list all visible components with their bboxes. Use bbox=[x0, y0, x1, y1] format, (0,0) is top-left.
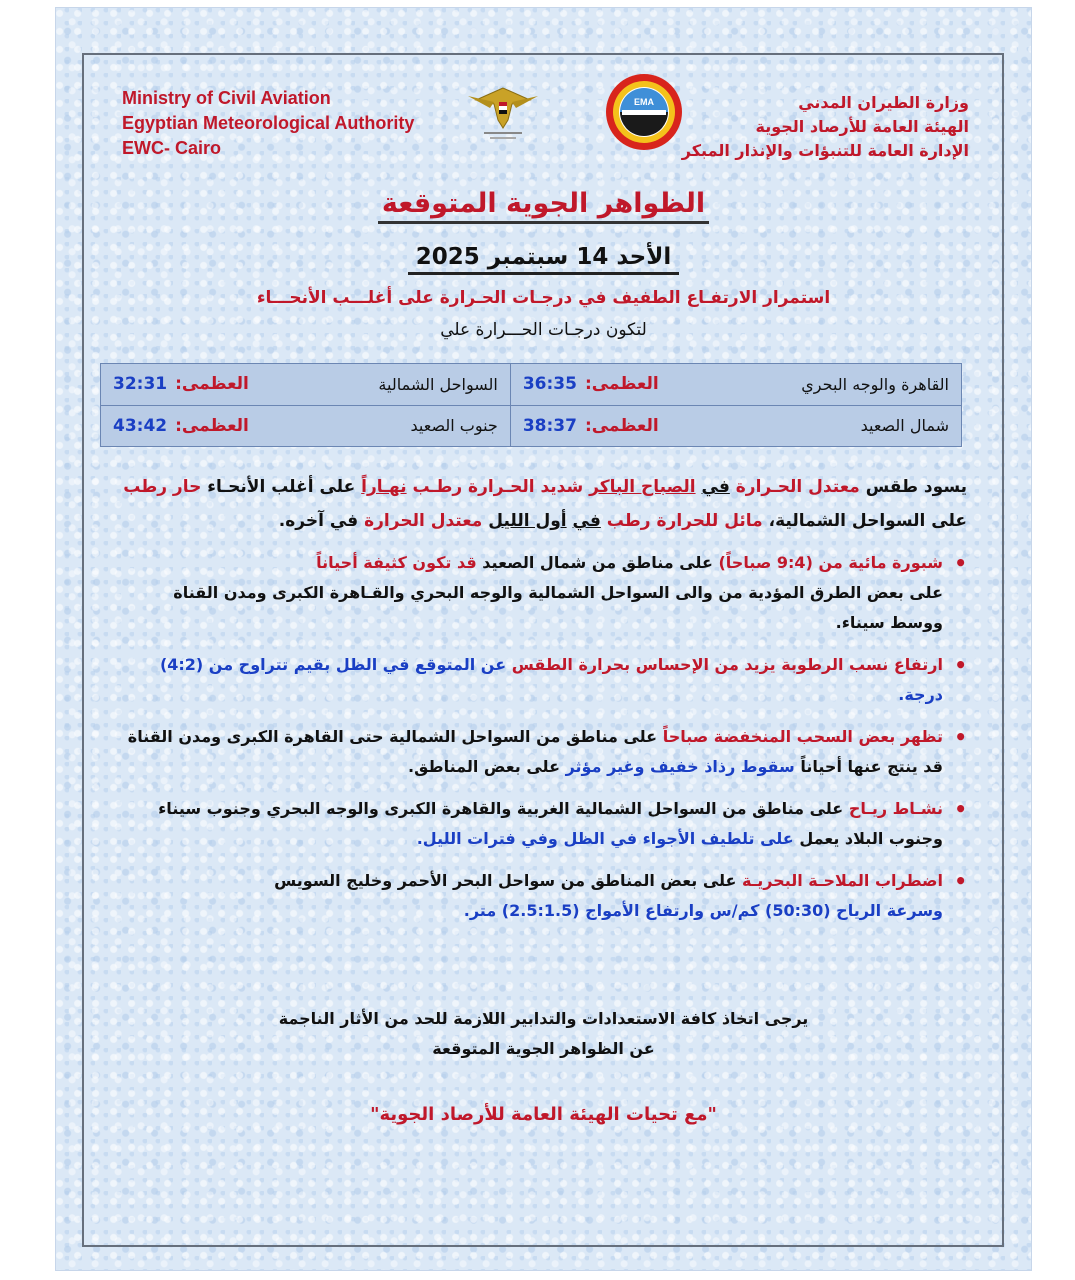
weather-phenomena-list bbox=[122, 548, 967, 938]
authority-name-ar: الهيئة العامة للأرصاد الجوية bbox=[755, 117, 969, 136]
summary-text: أول الليل bbox=[488, 511, 567, 531]
closing-advisory bbox=[56, 1004, 1031, 1064]
summary-text: على أغلب الأنحـاء bbox=[207, 477, 356, 497]
temperature-table bbox=[100, 363, 962, 447]
list-item-low-clouds: • تظهر بعض السحب المنخفضة صباحاً على مناطق من السواحل الشمالية حتى القاهرة الكبرى ومدن القناة قد ينتج عنها أحياناً سقوط رذاذ خفيف وغير مؤثر على بعض المناطق. bbox=[122, 722, 967, 782]
max-temp-value: 36:35 bbox=[522, 374, 577, 395]
bulletin-date: الأحد 14 سبتمبر 2025 bbox=[56, 244, 1031, 270]
summary-highlight: معتدل الحـرارة bbox=[735, 477, 860, 497]
closing-line: عن الظواهر الجوية المتوقعة bbox=[432, 1039, 655, 1058]
max-temp-value: 43:42 bbox=[113, 415, 168, 436]
max-label: العظمى: bbox=[175, 374, 249, 395]
civil-aviation-eagle-logo bbox=[464, 80, 542, 144]
region-name: جنوب الصعيد bbox=[410, 416, 498, 436]
weather-summary-paragraph bbox=[122, 470, 967, 538]
summary-text: في آخره. bbox=[278, 511, 359, 531]
summary-text: في bbox=[572, 511, 601, 531]
summary-highlight: معتدل الحرارة bbox=[364, 511, 483, 531]
summary-highlight: الصباح الباكر bbox=[589, 477, 696, 497]
region-name: شمال الصعيد bbox=[860, 416, 949, 436]
center-name-en: EWC- Cairo bbox=[122, 138, 221, 158]
max-temp-value: 32:31 bbox=[113, 374, 168, 395]
summary-highlight: شديد الحـرارة رطـب bbox=[412, 477, 584, 497]
max-label: العظمى: bbox=[175, 415, 249, 436]
signature-line: "مع تحيات الهيئة العامة للأرصاد الجوية" bbox=[370, 1104, 717, 1125]
header-arabic bbox=[629, 91, 969, 163]
authority-name-en: Egyptian Meteorological Authority bbox=[122, 113, 415, 133]
bulletin-title: الظواهر الجوية المتوقعة bbox=[56, 188, 1031, 219]
max-label: العظمى: bbox=[584, 415, 659, 436]
header-english bbox=[122, 86, 502, 161]
list-item-fog: • شبورة مائية من (9:4 صباحاً) على مناطق من شمال الصعيد قد تكون كثيفة أحياناً على بعض الطرق المؤدية من والى السواحل الشمالية والوجه البحري والقـاهرة الكبرى ومدن القناة ووسط سيناء. bbox=[122, 548, 967, 638]
temp-cell-south-upper-egypt bbox=[101, 405, 511, 447]
forecast-subheadline: لتكون درجـات الحـــرارة علي bbox=[440, 320, 647, 340]
list-item-winds: • نشـاط ريـاح على مناطق من السواحل الشمالية الغربية والقاهرة الكبرى والوجه البحري وجنوب سيناء وجنوب البلاد يعمل على تلطيف الأجواء في الظل وفي فترات الليل. bbox=[122, 794, 967, 854]
ministry-name-en: Ministry of Civil Aviation bbox=[122, 88, 331, 108]
max-temp-value: 38:37 bbox=[522, 415, 577, 436]
summary-highlight: حار رطب bbox=[123, 477, 202, 497]
region-name: السواحل الشمالية bbox=[378, 374, 498, 394]
summary-highlight: مائل للحرارة رطب bbox=[606, 511, 763, 531]
region-name: القاهرة والوجه البحري bbox=[801, 374, 949, 394]
bulletin-page bbox=[56, 8, 1031, 1270]
ministry-name-ar: وزارة الطيران المدني bbox=[798, 93, 969, 112]
forecast-headline: استمرار الارتفـاع الطفيف في درجـات الحـرارة على أغلـــب الأنحـــاء bbox=[256, 288, 831, 308]
temp-cell-cairo bbox=[510, 364, 961, 406]
temp-cell-north-coast bbox=[101, 364, 511, 406]
list-item-humidity: • ارتفاع نسب الرطوبة يزيد من الإحساس بحرارة الطقس عن المتوقع في الظل بقيم تتراوح من (4:2) درجة. bbox=[122, 650, 967, 710]
department-name-ar: الإدارة العامة للتنبؤات والإنذار المبكر bbox=[681, 141, 969, 160]
temp-cell-north-upper-egypt bbox=[510, 405, 961, 447]
summary-text: يسود طقس bbox=[865, 477, 967, 497]
summary-highlight: نهـاراً bbox=[361, 477, 407, 497]
summary-text: على السواحل الشمالية، bbox=[768, 511, 967, 531]
list-item-sea-navigation: • اضطراب الملاحـة البحريـة على بعض المناطق من سواحل البحر الأحمر وخليج السويس وسرعة الرياح (50:30) كم/س وارتفاع الأمواج (2.5:1.5) متر. bbox=[122, 866, 967, 926]
ema-logo-text: EMA bbox=[634, 97, 654, 107]
closing-line: يرجى اتخاذ كافة الاستعدادات والتدابير اللازمة للحد من الأثار الناجمة bbox=[278, 1009, 809, 1028]
summary-text: في bbox=[701, 477, 730, 497]
max-label: العظمى: bbox=[584, 374, 659, 395]
